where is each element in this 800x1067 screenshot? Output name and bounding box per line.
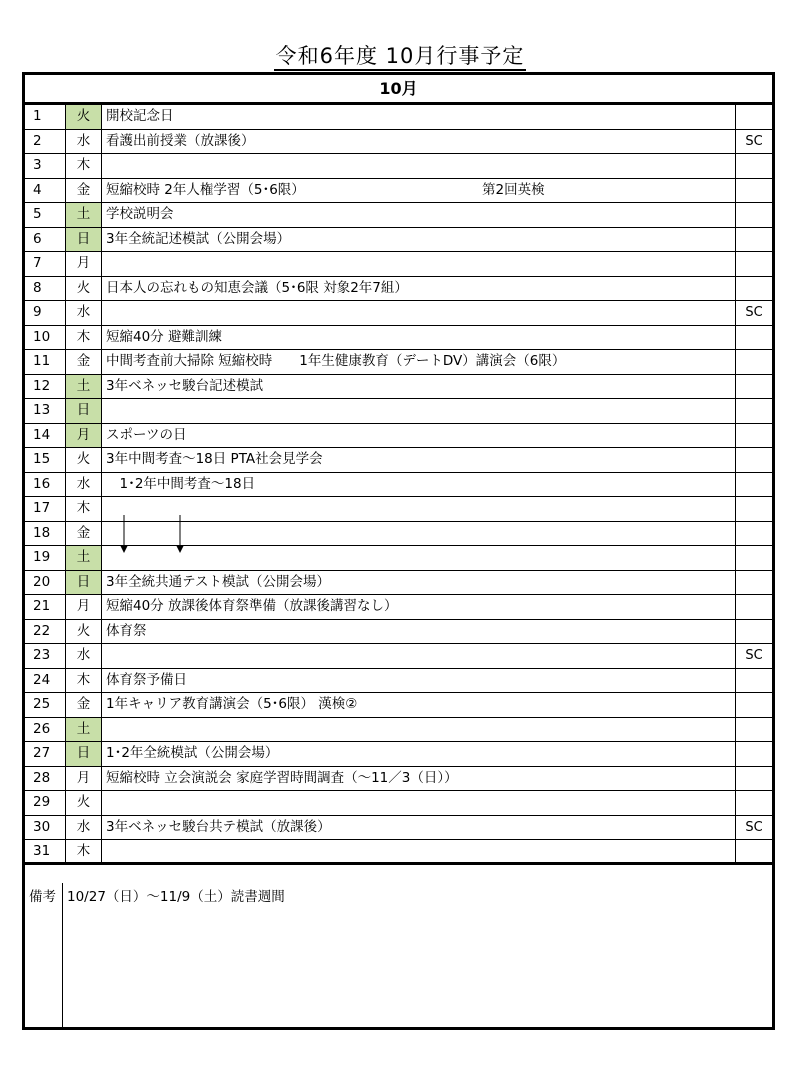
- event-text: 3年ベネッセ駿台共テ模試（放課後）: [106, 818, 331, 835]
- sc-mark: SC: [745, 305, 763, 320]
- event-text: 1･2年全統模試（公開会場）: [106, 745, 279, 761]
- event-text: 1年キャリア教育講演会（5･6限） 漢検②: [106, 696, 358, 712]
- day-of-week: 月: [66, 252, 102, 276]
- day-number: 26: [25, 718, 66, 742]
- day-number: 7: [25, 252, 66, 276]
- day-number: 10: [25, 326, 66, 350]
- day-number: 1: [25, 105, 66, 129]
- day-number: 8: [25, 277, 66, 301]
- day-number: 30: [25, 816, 66, 840]
- event-text: 3年ベネッセ駿台記述模試: [106, 377, 264, 394]
- day-number: 5: [25, 203, 66, 227]
- day-of-week: 金: [66, 693, 102, 717]
- day-number: 12: [25, 375, 66, 399]
- event-text: 短縮校時 立会演説会 家庭学習時間調査（～11／3（日））: [106, 769, 458, 786]
- day-of-week: 土: [66, 203, 102, 227]
- day-of-week: 木: [66, 154, 102, 178]
- day-number: 25: [25, 693, 66, 717]
- day-of-week: 日: [66, 399, 102, 423]
- day-of-week: 水: [66, 301, 102, 325]
- day-of-week: 金: [66, 522, 102, 546]
- event-text: スポーツの日: [106, 426, 187, 443]
- page-title: [0, 40, 800, 70]
- day-of-week: 木: [66, 840, 102, 862]
- day-of-week: 水: [66, 644, 102, 668]
- event-text: 3年中間考査～18日 PTA社会見学会: [106, 451, 323, 467]
- sc-mark: SC: [745, 133, 763, 149]
- day-of-week: 木: [66, 497, 102, 521]
- day-number: 23: [25, 644, 66, 668]
- day-of-week: 水: [66, 816, 102, 840]
- day-of-week: 火: [66, 277, 102, 301]
- day-number: 6: [25, 228, 66, 252]
- day-number: 11: [25, 350, 66, 374]
- day-number: 24: [25, 669, 66, 693]
- day-number: 29: [25, 791, 66, 815]
- remarks-label: 備考: [25, 883, 63, 1027]
- sc-mark: SC: [745, 648, 763, 663]
- event-text: 短縮40分 避難訓練: [106, 328, 222, 345]
- day-number: 15: [25, 448, 66, 472]
- day-number: 18: [25, 522, 66, 546]
- day-number: 9: [25, 301, 66, 325]
- day-of-week: 火: [66, 448, 102, 472]
- remarks-section: [25, 883, 772, 1027]
- day-of-week: 火: [66, 105, 102, 129]
- day-number: 13: [25, 399, 66, 423]
- day-of-week: 木: [66, 669, 102, 693]
- day-number: 17: [25, 497, 66, 521]
- day-of-week: 金: [66, 179, 102, 203]
- day-of-week: 月: [66, 424, 102, 448]
- day-of-week: 金: [66, 350, 102, 374]
- day-of-week: 月: [66, 595, 102, 619]
- day-of-week: 月: [66, 767, 102, 791]
- event-text: 短縮校時 2年人権学習（5･6限）: [106, 181, 305, 198]
- day-number: 14: [25, 424, 66, 448]
- event-text: 学校説明会: [106, 206, 174, 222]
- day-number: 27: [25, 742, 66, 766]
- day-of-week: 日: [66, 228, 102, 252]
- event-text: 1･2年中間考査～18日: [106, 475, 256, 492]
- event-text: 看護出前授業（放課後）: [106, 132, 255, 149]
- title-text: 令和6年度 10月行事予定: [274, 44, 527, 71]
- event-text: 中間考査前大掃除 短縮校時 1年生健康教育（デートDV）講演会（6限）: [106, 353, 566, 369]
- event-text: 体育祭: [106, 622, 147, 639]
- schedule-table: [22, 72, 775, 1030]
- day-number: 28: [25, 767, 66, 791]
- event-text: 3年全統記述模試（公開会場）: [106, 230, 291, 247]
- sc-mark: SC: [745, 819, 763, 835]
- day-of-week: 水: [66, 473, 102, 497]
- arrow-head-left: [120, 545, 128, 553]
- day-number: 19: [25, 546, 66, 570]
- day-number: 22: [25, 620, 66, 644]
- day-of-week: 日: [66, 571, 102, 595]
- day-of-week: 火: [66, 620, 102, 644]
- day-number: 20: [25, 571, 66, 595]
- remarks-text: 10/27（日）～11/9（土）読書週間: [67, 889, 285, 905]
- day-of-week: 土: [66, 375, 102, 399]
- event-text: 開校記念日: [106, 108, 174, 124]
- day-number: 4: [25, 179, 66, 203]
- day-of-week: 木: [66, 326, 102, 350]
- event-text: 日本人の忘れもの知恵会議（5･6限 対象2年7組）: [106, 279, 408, 296]
- day-number: 31: [25, 840, 66, 862]
- day-of-week: 土: [66, 546, 102, 570]
- month-header: 10月: [25, 75, 772, 105]
- day-number: 3: [25, 154, 66, 178]
- event-text: 短縮40分 放課後体育祭準備（放課後講習なし）: [106, 598, 398, 614]
- day-of-week: 水: [66, 130, 102, 154]
- day-number: 16: [25, 473, 66, 497]
- event-text: 体育祭予備日: [106, 671, 187, 688]
- arrow-head-right: [176, 545, 184, 553]
- day-of-week: 日: [66, 742, 102, 766]
- day-number: 21: [25, 595, 66, 619]
- event-text-secondary: 第2回英検: [482, 181, 545, 198]
- day-number: 2: [25, 130, 66, 154]
- event-text: 3年全統共通テスト模試（公開会場）: [106, 573, 331, 590]
- day-of-week: 火: [66, 791, 102, 815]
- day-of-week: 土: [66, 718, 102, 742]
